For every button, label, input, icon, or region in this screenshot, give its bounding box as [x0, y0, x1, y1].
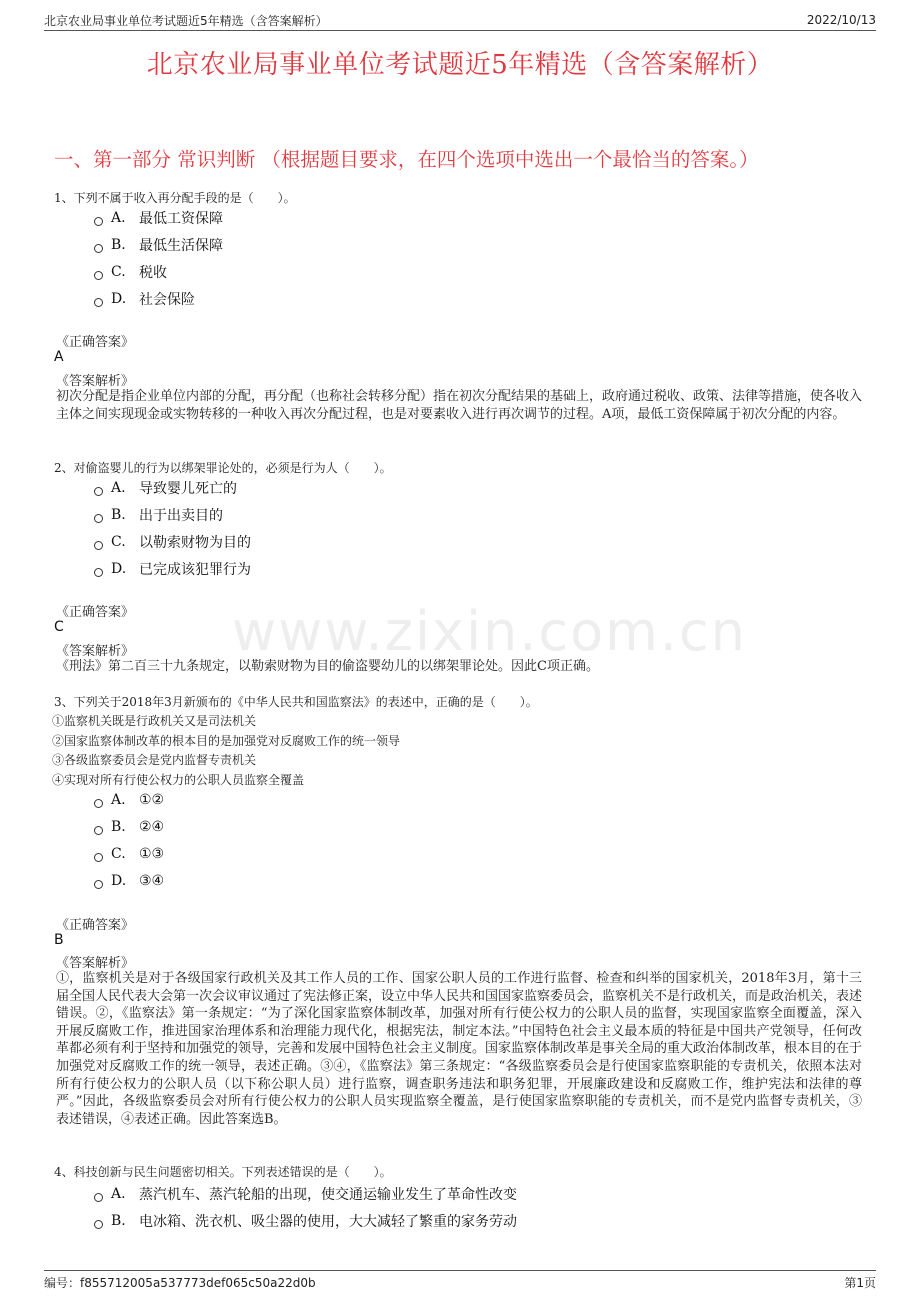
question-3-statement: ②国家监察体制改革的根本目的是加强党对反腐败工作的统一领导 [52, 734, 401, 748]
radio-icon[interactable] [94, 271, 103, 280]
radio-icon[interactable] [94, 244, 103, 253]
page-header [44, 10, 876, 30]
explanation-label: 《答案解析》 [56, 644, 135, 659]
question-1-option-c[interactable]: C. 税收 [94, 262, 167, 282]
page-number: 第1页 [844, 1275, 876, 1290]
document-id: 编号：f855712005a537773def065c50a22d0b [44, 1275, 316, 1290]
page-footer [44, 1272, 876, 1292]
question-2-stem: 2、对偷盗婴儿的行为以绑架罪论处的，必须是行为人（ ）。 [54, 461, 392, 475]
question-2-explanation: 《刑法》第二百三十九条规定，以勒索财物为目的偷盗婴幼儿的以绑架罪论处。因此C项正确。 [56, 659, 599, 674]
question-1-option-a[interactable]: A. 最低工资保障 [94, 208, 223, 228]
question-3-stem: 3、下列关于2018年3月新颁布的《中华人民共和国监察法》的表述中，正确的是（ ）。 [54, 695, 538, 709]
radio-icon[interactable] [94, 298, 103, 307]
question-1-answer: A [54, 349, 64, 365]
question-3-answer: B [54, 932, 64, 948]
radio-icon[interactable] [94, 1193, 103, 1202]
document-title: 北京农业局事业单位考试题近5年精选（含答案解析） [146, 50, 774, 80]
answer-label: 《正确答案》 [56, 335, 135, 350]
question-2-answer: C [54, 619, 64, 635]
question-4-option-b[interactable]: B. 电冰箱、洗衣机、吸尘器的使用，大大减轻了繁重的家务劳动 [94, 1211, 517, 1231]
radio-icon[interactable] [94, 487, 103, 496]
question-3-statement: ①监察机关既是行政机关又是司法机关 [52, 714, 257, 728]
question-1-option-d[interactable]: D. 社会保险 [94, 289, 195, 309]
radio-icon[interactable] [94, 568, 103, 577]
radio-icon[interactable] [94, 514, 103, 523]
question-1-option-b[interactable]: B. 最低生活保障 [94, 235, 223, 255]
header-doc-title: 北京农业局事业单位考试题近5年精选（含答案解析） [44, 13, 328, 28]
radio-icon[interactable] [94, 799, 103, 808]
question-4-stem: 4、科技创新与民生问题密切相关。下列表述错误的是（ ）。 [54, 1165, 392, 1179]
question-3-option-c[interactable]: C. ①③ [94, 846, 164, 862]
header-date: 2022/10/13 [806, 13, 876, 27]
question-2-option-d[interactable]: D. 已完成该犯罪行为 [94, 559, 251, 579]
watermark: www.zixin.com.cn [232, 600, 747, 663]
radio-icon[interactable] [94, 826, 103, 835]
question-3-option-a[interactable]: A. ①② [94, 792, 164, 808]
question-3-statement: ③各级监察委员会是党内监督专责机关 [52, 753, 257, 767]
radio-icon[interactable] [94, 880, 103, 889]
question-2-option-c[interactable]: C. 以勒索财物为目的 [94, 532, 251, 552]
explanation-label: 《答案解析》 [56, 956, 135, 971]
radio-icon[interactable] [94, 1220, 103, 1229]
question-3-explanation: ①，监察机关是对于各级国家行政机关及其工作人员的工作、国家公职人员的工作进行监督、检查和纠举的国家机关，2018年3月，第十三届全国人民代表大会第一次会议审议通过了宪法修正案，设立中华人民共和国国家监察委员会，监察机关不是行政机关，而是政治机关，表述错误。②，《监察法》第一条规定：“为了深化国家监察体制改革，加强对所有行使公权力的公职人员的监督，实现国家监察全面覆盖，深入开展反腐败工作，推进国家治理体系和治理能力现代化，根据宪法，制定本法。”中国特色社会主义最本质的特征是中国共产党领导，任何改革都必须有利于坚持和加强党的领导，完善和发展中国特色社会主义制度。国家监察体制改革是事关全局的重大政治体制改革，根本目的在于加强党对反腐败工作的统一领导，表述正确。③④，《监察法》第三条规定：“各级监察委员会是行使国家监察职能的专责机关，依照本法对所有行使公权力的公职人员（以下称公职人员）进行监察，调查职务违法和职务犯罪，开展廉政建设和反腐败工作，维护宪法和法律的尊严。”因此，各级监察委员会对所有行使公权力的公职人员实现监察全覆盖，是行使国家监察职能的专责机关，而不是党内监督专责机关，③表述错误，④表述正确。因此答案选B。 [56, 971, 863, 1127]
footer-divider [44, 1270, 876, 1271]
section-title: 一、第一部分 常识判断 （根据题目要求，在四个选项中选出一个最恰当的答案。） [54, 148, 759, 171]
question-1-explanation: 初次分配是指企业单位内部的分配，再分配（也称社会转移分配）指在初次分配结果的基础上，政府通过税收、政策、法律等措施，使各收入主体之间实现现金或实物转移的一种收入再次分配过程，也是对要素收入进行再次调节的过程。A项，最低工资保障属于初次分配的内容。 [56, 389, 863, 422]
header-divider [44, 30, 876, 31]
question-1-stem: 1、下列不属于收入再分配手段的是（ ）。 [54, 191, 296, 205]
question-2-option-b[interactable]: B. 出于出卖目的 [94, 505, 223, 525]
explanation-label: 《答案解析》 [56, 374, 135, 389]
answer-label: 《正确答案》 [56, 605, 135, 620]
radio-icon[interactable] [94, 853, 103, 862]
question-2-option-a[interactable]: A. 导致婴儿死亡的 [94, 478, 237, 498]
question-3-option-b[interactable]: B. ②④ [94, 819, 164, 835]
answer-label: 《正确答案》 [56, 918, 135, 933]
question-3-statement: ④实现对所有行使公权力的公职人员监察全覆盖 [52, 773, 305, 787]
question-4-option-a[interactable]: A. 蒸汽机车、蒸汽轮船的出现，使交通运输业发生了革命性改变 [94, 1184, 517, 1204]
radio-icon[interactable] [94, 541, 103, 550]
radio-icon[interactable] [94, 217, 103, 226]
question-3-option-d[interactable]: D. ③④ [94, 873, 164, 889]
